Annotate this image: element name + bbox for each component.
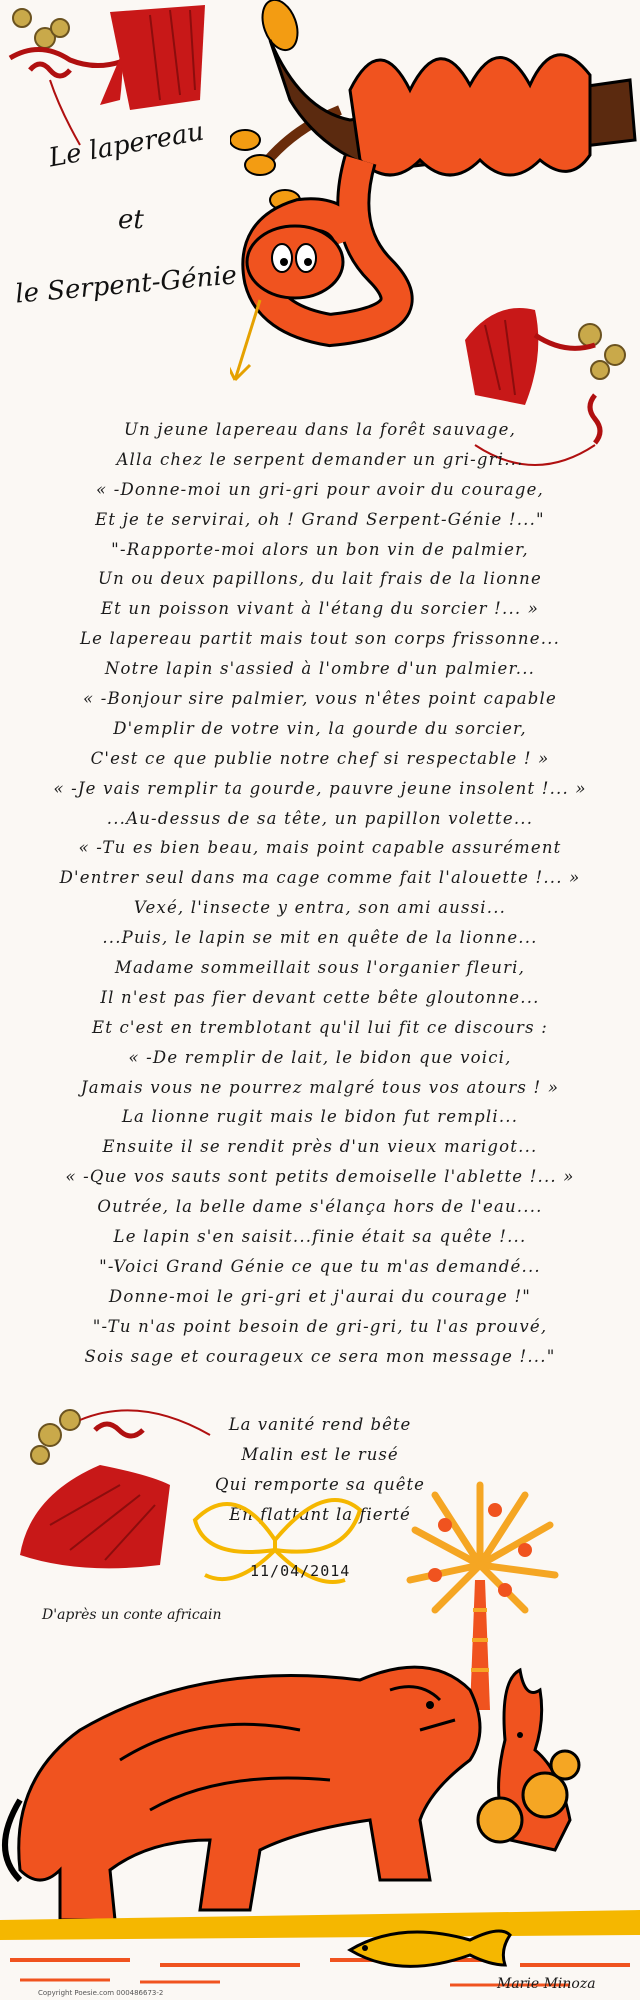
poem-text	[30, 415, 610, 1372]
poem-line: Donne-moi le gri-gri et j'aurai du courage !"	[108, 1286, 532, 1306]
poem-line: Vexé, l'insecte y entra, son ami aussi...	[133, 898, 507, 918]
poem-line: Et c'est en tremblotant qu'il lui fit ce discours :	[91, 1017, 549, 1037]
poem-line: C'est ce que publie notre chef si respectable ! »	[90, 748, 550, 768]
title-line-1: Le lapereau	[46, 116, 207, 174]
moral-line: En flattant la fierté	[229, 1505, 411, 1524]
poem-line: ...Au-dessus de sa tête, un papillon volette...	[106, 808, 534, 828]
poem-line: « -Je vais remplir ta gourde, pauvre jeune insolent !... »	[53, 778, 587, 798]
poem-line: Notre lapin s'assied à l'ombre d'un palmier...	[104, 659, 536, 679]
poem-line: « -Que vos sauts sont petits demoiselle l'ablette !... »	[65, 1167, 575, 1187]
title-line-3: le Serpent-Génie	[14, 260, 239, 310]
poem-line: Il n'est pas fier devant cette bête gloutonne...	[100, 987, 540, 1007]
poem-line: "-Tu n'as point besoin de gri-gri, tu l'as prouvé,	[92, 1316, 548, 1336]
date-label: 11/04/2014	[250, 1562, 351, 1580]
poem-line: Madame sommeillait sous l'organier fleuri,	[114, 958, 526, 978]
poem-line: ...Puis, le lapin se mit en quête de la lionne...	[102, 928, 538, 948]
poem-line: La lionne rugit mais le bidon fut rempli...	[121, 1107, 519, 1127]
lioness-rabbit-illustration	[0, 1620, 640, 2000]
poem-line: Le lapereau partit mais tout son corps frissonne...	[79, 629, 561, 649]
title-line-2: et	[118, 205, 144, 235]
poem-line: « -Donne-moi un gri-gri pour avoir du courage,	[95, 479, 545, 499]
poem-line: Ensuite il se rendit près d'un vieux marigot...	[102, 1137, 538, 1157]
poem-line: Et un poisson vivant à l'étang du sorcier !... »	[100, 599, 540, 619]
source-label: D'après un conte africain	[42, 1607, 222, 1623]
butterfly-illustration	[175, 1480, 375, 1600]
moral-line: La vanité rend bête	[228, 1415, 412, 1434]
poem-line: "-Voici Grand Génie ce que tu m'as demandé...	[99, 1256, 541, 1276]
poem-line: Outrée, la belle dame s'élança hors de l'eau....	[97, 1197, 543, 1217]
poem-line: Un ou deux papillons, du lait frais de la lionne	[98, 569, 542, 589]
poem-line: Le lapin s'en saisit...finie était sa quête !...	[113, 1227, 527, 1247]
poem-line: « -Tu es bien beau, mais point capable assurément	[78, 838, 562, 858]
poem-line: D'emplir de votre vin, la gourde du sorcier,	[113, 718, 527, 738]
poem-line: Jamais vous ne pourrez malgré tous vos atours ! »	[80, 1077, 560, 1097]
moral-line: Malin est le rusé	[241, 1445, 399, 1464]
copyright-label: Copyright Poesie.com 000486673-2	[38, 1989, 164, 1997]
poem-line: "-Rapporte-moi alors un bon vin de palmier,	[111, 539, 529, 559]
poem-line: Sois sage et courageux ce sera mon message !..."	[84, 1346, 556, 1366]
poem-line: Alla chez le serpent demander un gri-gri...	[116, 449, 524, 469]
poem-line: D'entrer seul dans ma cage comme fait l'alouette !... »	[59, 868, 581, 888]
poem-line: Et je te servirai, oh ! Grand Serpent-Génie !..."	[95, 509, 545, 529]
moral-line: Qui remporte sa quête	[215, 1475, 425, 1494]
poem-line: « -De remplir de lait, le bidon que voici,	[128, 1047, 512, 1067]
poem-line: « -Bonjour sire palmier, vous n'êtes point capable	[83, 689, 557, 709]
author-signature: Marie Minoza	[497, 1976, 596, 1992]
poem-line: Un jeune lapereau dans la forêt sauvage,	[123, 420, 517, 439]
